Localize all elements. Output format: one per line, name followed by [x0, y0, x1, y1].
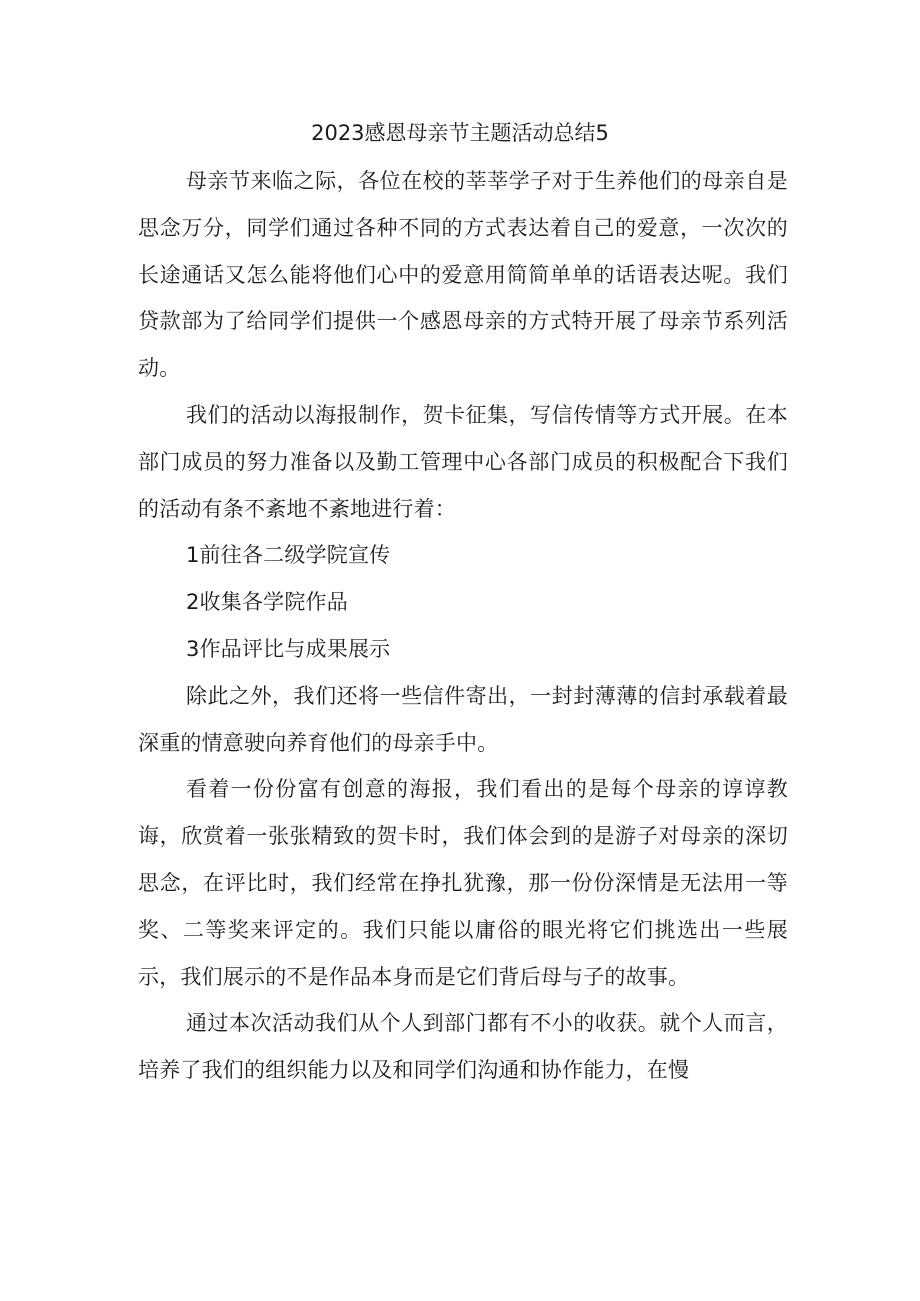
list-item-publicity: 1前往各二级学院宣传	[186, 543, 391, 568]
paragraph-reflection: 看着一份份富有创意的海报，我们看出的是每个母亲的谆谆教诲，欣赏着一张张精致的贺卡时，我们体会到的是游子对母亲的深切思念，在评比时，我们经常在挣扎犹豫，那一份份深情是无法用一等奖、二等奖来评定的。我们只能以庸俗的眼光将它们挑选出一些展示，我们展示的不是作品本身而是它们背后母与子的故事。	[138, 777, 788, 989]
paragraph-activities: 我们的活动以海报制作，贺卡征集，写信传情等方式开展。在本部门成员的努力准备以及勤工管理中心各部门成员的积极配合下我们的活动有条不紊地不紊地进行着：	[138, 402, 788, 521]
document-title: 2023感恩母亲节主题活动总结5	[311, 121, 609, 145]
document-body	[138, 158, 788, 1094]
list-item-collect-works: 2收集各学院作品	[186, 590, 348, 615]
list-item-evaluation: 3作品评比与成果展示	[186, 636, 391, 661]
paragraph-letters: 除此之外，我们还将一些信件寄出，一封封薄薄的信封承载着最深重的情意驶向养育他们的母亲手中。	[138, 683, 788, 755]
paragraph-gains: 通过本次活动我们从个人到部门都有不小的收获。就个人而言，培养了我们的组织能力以及和同学们沟通和协作能力，在慢	[138, 1011, 788, 1083]
paragraph-intro: 母亲节来临之际，各位在校的莘莘学子对于生养他们的母亲自是思念万分，同学们通过各种不同的方式表达着自己的爱意，一次次的长途通话又怎么能将他们心中的爱意用简简单单的话语表达呢。我们贷款部为了给同学们提供一个感恩母亲的方式特开展了母亲节系列活动。	[138, 169, 788, 381]
